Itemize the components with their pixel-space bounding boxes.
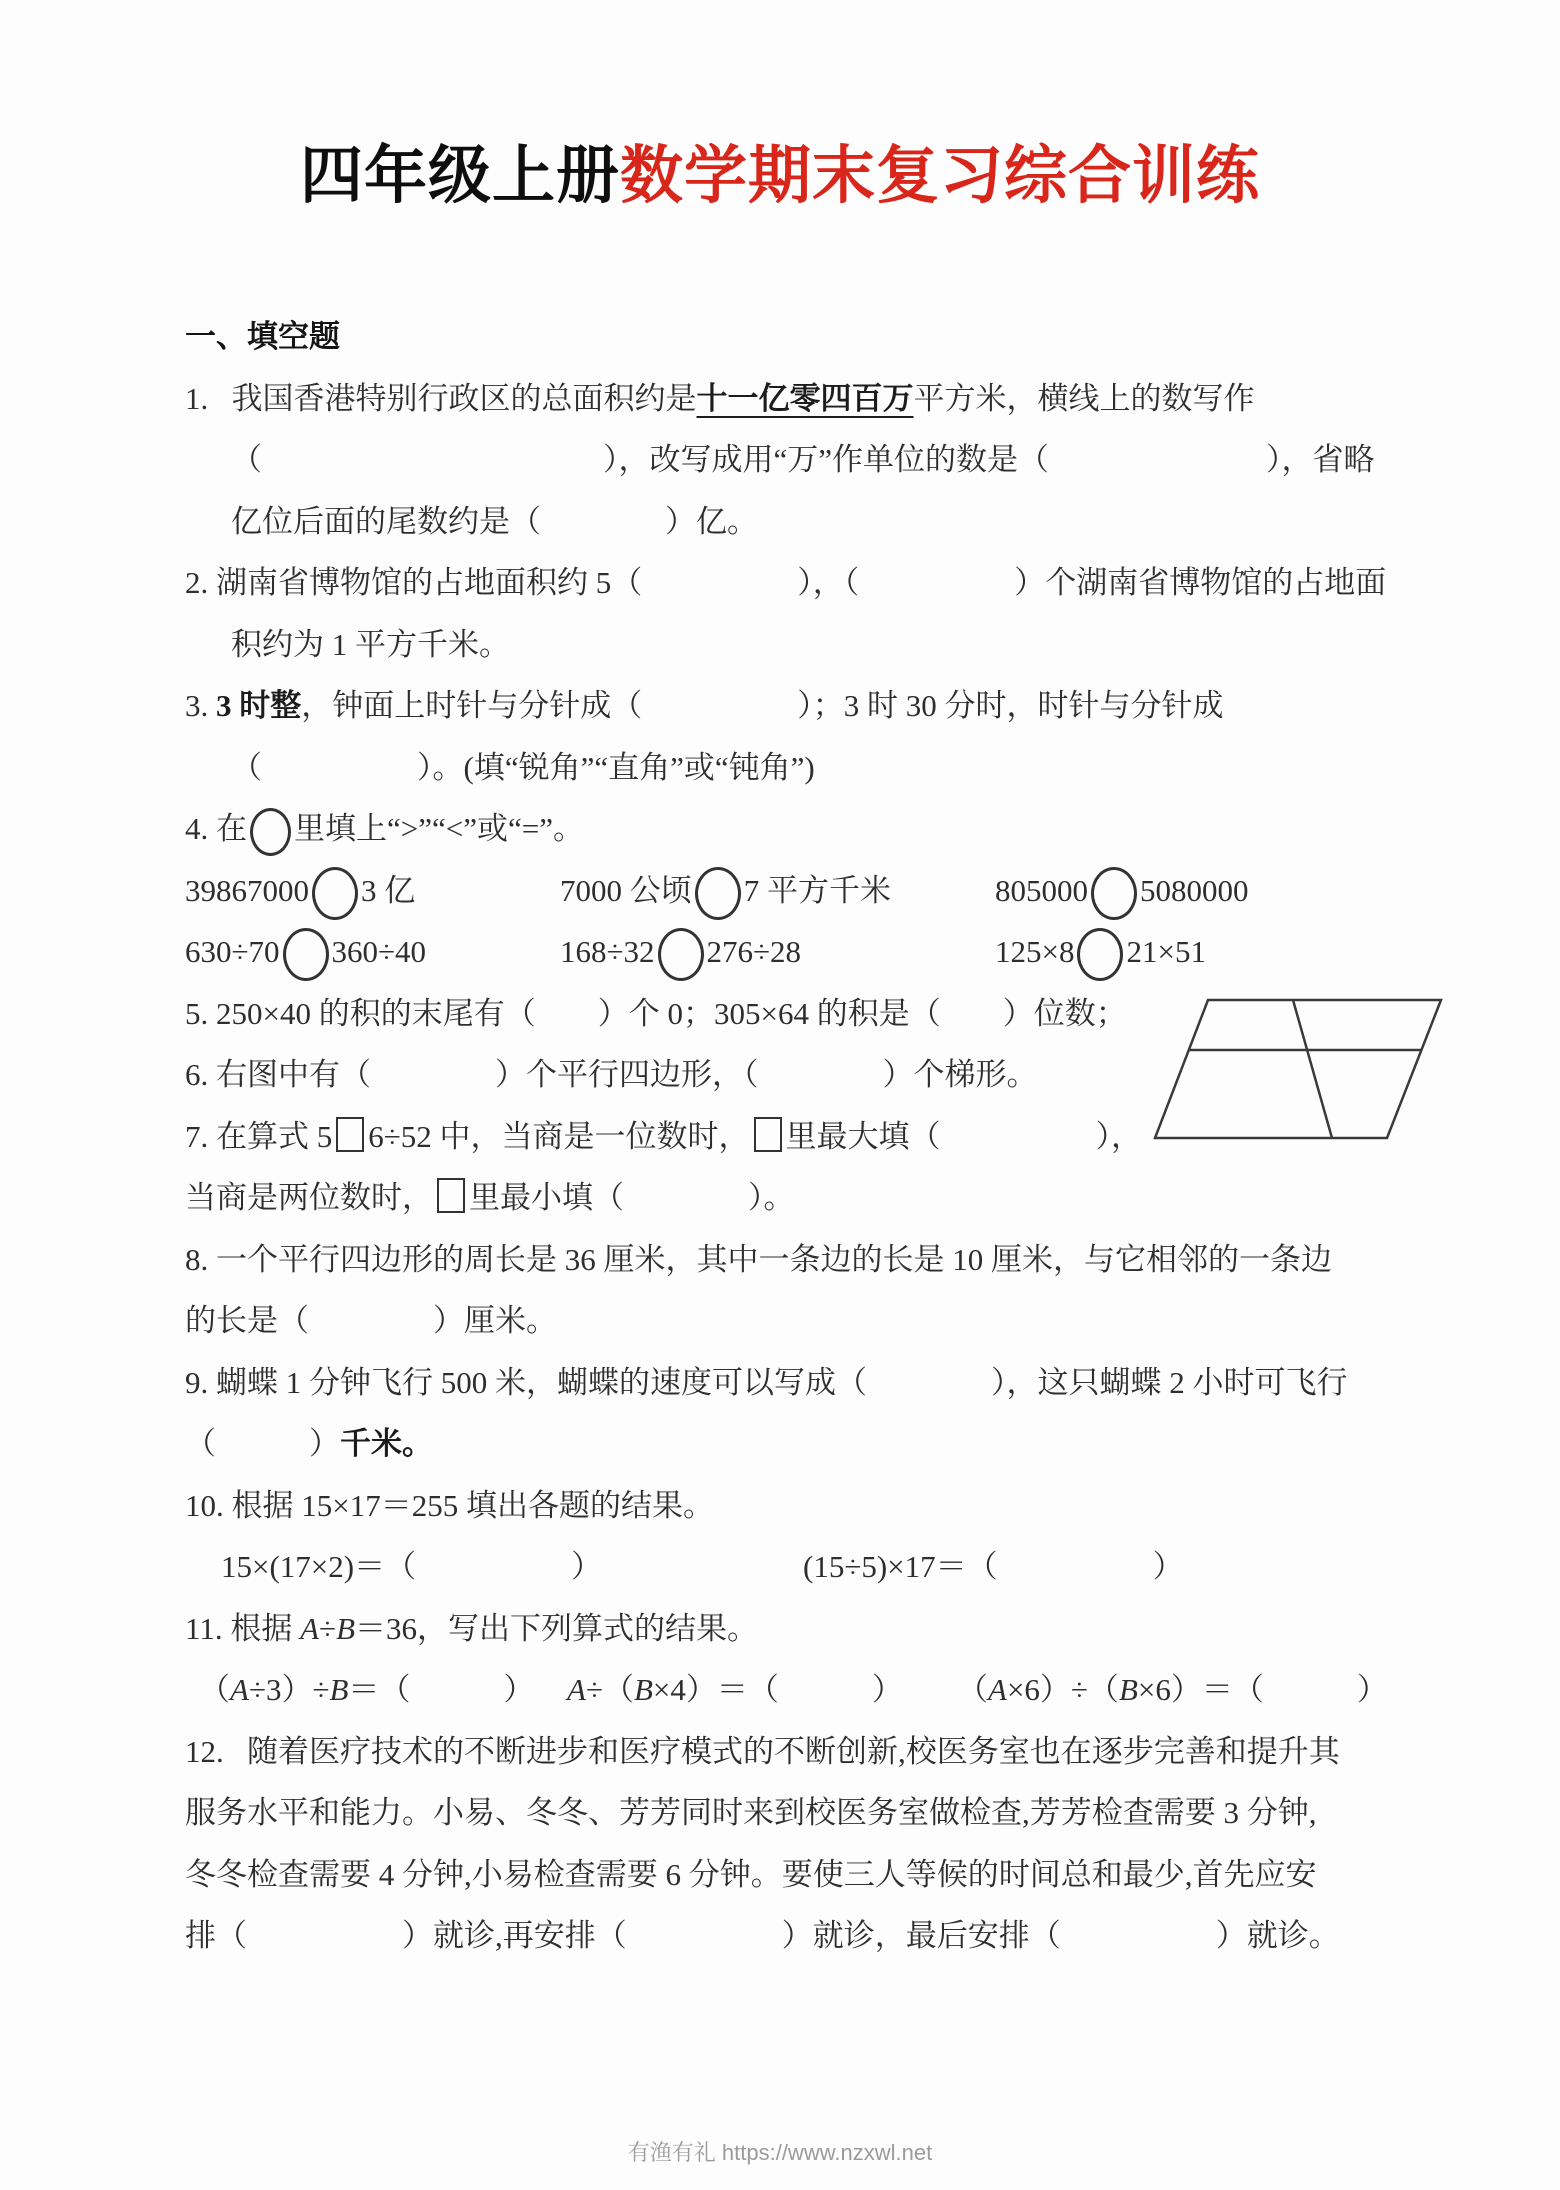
text-segment: （ (199, 1672, 230, 1707)
digit-box (754, 1117, 782, 1152)
footer-watermark: 有渔有礼 https://www.nzxwl.net (627, 2140, 933, 2165)
text-segment: 1. 我国香港特别行政区的总面积约是 (185, 380, 697, 416)
column (185, 921, 560, 983)
text-segment: 里最大填（ ）， (785, 1118, 1143, 1154)
text-segment: 排（ ）就诊,再安排（ ）就诊，最后安排（ ）就诊。 (185, 1918, 1340, 1953)
text-segment: (15÷5)×17＝（ ） (803, 1549, 1184, 1584)
comparison-circle (283, 928, 329, 981)
digit-box (336, 1117, 364, 1152)
text-segment: 15×(17×2)＝（ ） (221, 1549, 603, 1584)
text-segment: 5080000 (1140, 872, 1249, 908)
text-segment: 11. 根据 (185, 1610, 301, 1646)
q10-line1 (185, 1475, 1445, 1537)
q10-line2 (185, 1536, 1445, 1598)
parallelogram-figure (1152, 997, 1447, 1152)
text-segment: A (300, 1610, 320, 1646)
text-segment: 12. 随着医疗技术的不断进步和医疗模式的不断创新,校医务室也在逐步完善和提升其 (185, 1733, 1340, 1769)
comparison-circle (1077, 928, 1123, 981)
text-segment: 的长是（ ）厘米。 (185, 1303, 557, 1338)
q2-line2 (185, 614, 1445, 676)
q11-line2 (185, 1659, 1445, 1721)
comparison-circle (695, 867, 741, 920)
text-segment: 当商是两位数时， (185, 1180, 433, 1215)
text-segment: ×4）＝（ ） (652, 1672, 903, 1707)
text-segment: 3. (185, 688, 216, 723)
title-black-part: 四年级上册 (300, 141, 620, 211)
column (995, 921, 1206, 983)
q8-line2 (185, 1290, 1445, 1352)
q12-line2 (185, 1782, 1445, 1844)
text-segment: 7. 在算式 5 (185, 1118, 333, 1154)
column (560, 860, 995, 922)
text-segment: 3 亿 (361, 872, 416, 908)
column (567, 1659, 957, 1721)
q11-line1 (185, 1598, 1445, 1660)
q8-line1 (185, 1229, 1445, 1291)
text-segment: B (329, 1672, 349, 1707)
comparison-circle (1091, 867, 1137, 920)
q2-line1 (185, 552, 1445, 614)
text-segment: 6÷52 中，当商是一位数时， (368, 1118, 750, 1154)
text-segment: A (567, 1672, 586, 1707)
text-segment: 21×51 (1126, 934, 1206, 969)
text-segment: 2. 湖南省博物馆的占地面积约 5（ ），（ ）个湖南省博物馆的占地面 (185, 565, 1387, 600)
text-segment: （ (957, 1672, 988, 1707)
comparison-circle (658, 928, 704, 981)
q1-line2 (185, 429, 1445, 491)
text-segment: 360÷40 (331, 934, 427, 969)
text-segment: （ ），改写成用“万”作单位的数是（ ），省略 (231, 442, 1375, 477)
text-segment: ×6）÷（ (1006, 1672, 1119, 1707)
q1-line3 (185, 491, 1445, 553)
text-segment: B (633, 1672, 653, 1707)
text-segment: ＝（ ） (348, 1672, 535, 1707)
text-segment: 6. 右图中有（ ）个平行四边形，（ ）个梯形。 (185, 1057, 1038, 1092)
text-segment: ÷（ (585, 1672, 634, 1707)
text-segment: B (1118, 1672, 1138, 1707)
q3-line1 (185, 675, 1445, 737)
text-segment: 630÷70 (185, 934, 280, 969)
q12-line4 (185, 1905, 1445, 1967)
column (803, 1536, 1184, 1598)
q12-line1 (185, 1721, 1445, 1783)
text-segment: 125×8 (995, 934, 1075, 969)
text-segment: ，钟面上时针与分针成（ ）；3 时 30 分时，时针与分针成 (301, 688, 1224, 723)
text-segment: 一、填空题 (185, 319, 340, 354)
text-segment: 平方米，横线上的数写作 (913, 380, 1255, 416)
q3-line2 (185, 737, 1445, 799)
title-red-part: 数学期末复习综合训练 (620, 141, 1260, 211)
text-segment: 冬冬检查需要 4 分钟,小易检查需要 6 分钟。要使三人等候的时间总和最少,首先应安 (185, 1856, 1317, 1892)
text-segment: 千米。 (340, 1426, 433, 1461)
column (199, 1659, 567, 1721)
text-segment: 10. 根据 15×17＝255 填出各题的结果。 (185, 1487, 714, 1523)
q9-line1 (185, 1352, 1445, 1414)
text-segment: 7000 公顷 (560, 872, 692, 908)
text-segment: 39867000 (185, 872, 309, 908)
parallelogram-svg (1152, 997, 1447, 1147)
text-segment: 5. 250×40 的积的末尾有（ ）个 0；305×64 的积是（ ）位数； (185, 995, 1127, 1031)
text-segment: A (988, 1672, 1007, 1707)
page-title (0, 142, 1560, 211)
text-segment: （ ）。(填“锐角”“直角”或“钝角”) (231, 749, 815, 785)
q7-line2 (185, 1167, 1445, 1229)
q12-line3 (185, 1844, 1445, 1906)
text-segment: 168÷32 (560, 934, 655, 969)
digit-box (437, 1178, 465, 1213)
text-segment: 亿位后面的尾数约是（ ）亿。 (231, 503, 758, 539)
text-segment: 十一亿零四百万 (696, 380, 914, 416)
comparison-circle (250, 808, 291, 856)
text-segment: ＝36，写出下列算式的结果。 (355, 1610, 758, 1646)
text-segment: 里填上“>”“<”或“=”。 (294, 811, 585, 846)
q4-line1 (185, 798, 1445, 860)
text-segment: 4. 在 (185, 811, 247, 846)
text-segment: 9. 蝴蝶 1 分钟飞行 500 米，蝴蝶的速度可以写成（ ），这只蝴蝶 2 小时可飞行 (185, 1364, 1348, 1400)
column (957, 1659, 1388, 1721)
comparison-circle (312, 867, 358, 920)
text-segment: （ ） (185, 1426, 340, 1461)
column (560, 921, 995, 983)
text-segment: 积约为 1 平方千米。 (231, 626, 510, 662)
text-segment: A (230, 1672, 249, 1707)
text-segment: ÷ (319, 1610, 337, 1646)
text-segment: ×6）＝（ ） (1137, 1672, 1388, 1707)
column (995, 860, 1249, 922)
text-segment: ÷3）÷ (248, 1672, 330, 1707)
column (221, 1536, 803, 1598)
q4-row2 (185, 921, 1445, 983)
text-segment: 3 时整 (216, 688, 302, 723)
q4-row1 (185, 860, 1445, 922)
text-segment: 7 平方千米 (743, 872, 891, 908)
q9-line2 (185, 1413, 1445, 1475)
q1-line1 (185, 368, 1445, 430)
text-segment: 276÷28 (706, 934, 802, 969)
text-segment: 805000 (995, 872, 1088, 908)
section-heading (185, 306, 1445, 368)
text-segment: 服务水平和能力。小易、冬冬、芳芳同时来到校医务室做检查,芳芳检查需要 3 分钟, (185, 1795, 1317, 1830)
text-segment: 8. 一个平行四边形的周长是 36 厘米，其中一条边的长是 10 厘米，与它相邻的一条边 (185, 1241, 1332, 1277)
text-segment: 里最小填（ ）。 (469, 1180, 795, 1215)
text-segment: B (336, 1610, 355, 1646)
column (185, 860, 560, 922)
